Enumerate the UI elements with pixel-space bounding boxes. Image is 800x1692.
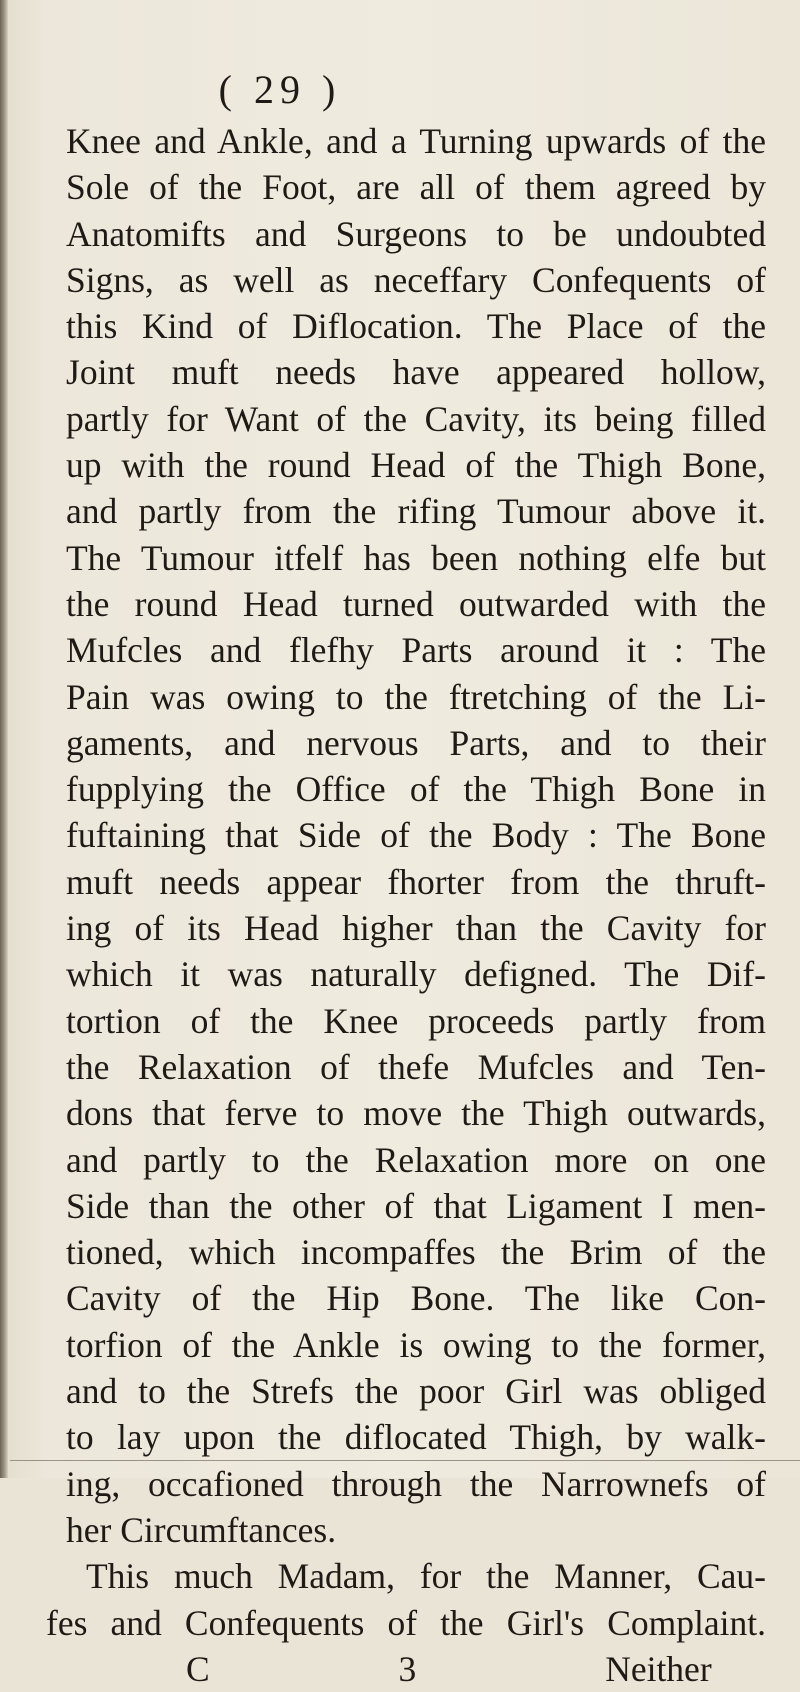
text-line: and partly from the rifing Tumour above it. — [66, 491, 766, 532]
text-line: her Circumftances. — [66, 1509, 337, 1550]
text-line: fupplying the Office of the Thigh Bone in — [66, 769, 766, 810]
text-line: the Relaxation of thefe Mufcles and Ten- — [66, 1046, 766, 1087]
text-line: fes and Confequents of the Girl's Complaint. — [46, 1602, 766, 1643]
text-line: tioned, which incompaffes the Brim of the — [66, 1232, 766, 1273]
text-line: the round Head turned outwarded with the — [66, 583, 766, 624]
text-line: partly for Want of the Cavity, its being filled — [66, 398, 766, 439]
text-line: Knee and Ankle, and a Turning upwards of the — [66, 121, 766, 161]
text-line: Signs, as well as neceffary Confequents of — [66, 259, 766, 300]
bottom-divider — [10, 1460, 800, 1461]
signature-mark: C 3 — [186, 1648, 417, 1689]
footer-line — [66, 1646, 766, 1692]
text-line: This much Madam, for the Manner, Cau- — [86, 1556, 766, 1597]
body-text — [46, 118, 766, 1692]
text-line: muft needs appear fhorter from the thruft- — [66, 861, 766, 902]
text-line: and partly to the Relaxation more on one — [66, 1139, 766, 1180]
text-line: Anatomifts and Surgeons to be undoubted — [66, 213, 766, 254]
text-line: which it was naturally defigned. The Dif- — [66, 954, 766, 995]
text-line: to lay upon the diflocated Thigh, by walk- — [66, 1417, 766, 1458]
text-line: The Tumour itfelf has been nothing elfe but — [66, 537, 766, 578]
text-line: tortion of the Knee proceeds partly from — [66, 1000, 766, 1041]
text-line: up with the round Head of the Thigh Bone, — [66, 445, 766, 486]
text-line: ing, occafioned through the Narrownefs of — [66, 1463, 766, 1504]
text-line: fuftaining that Side of the Body : The Bone — [66, 815, 766, 856]
text-line: torfion of the Ankle is owing to the former, — [66, 1324, 766, 1365]
text-line: ing of its Head higher than the Cavity for — [66, 908, 766, 949]
text-line: Sole of the Foot, are all of them agreed by — [66, 167, 766, 208]
page-number: ( 29 ) — [218, 67, 342, 112]
text-line: and to the Strefs the poor Girl was obliged — [66, 1371, 766, 1412]
text-line: Joint muft needs have appeared hollow, — [66, 352, 766, 393]
text-line: gaments, and nervous Parts, and to their — [66, 722, 766, 763]
text-line: Pain was owing to the ftretching of the Li- — [66, 676, 766, 717]
catchword: Neither — [605, 1648, 712, 1689]
text-line: Cavity of the Hip Bone. The like Con- — [66, 1278, 766, 1319]
page-gutter — [0, 0, 8, 1478]
text-line: Side than the other of that Ligament I men- — [66, 1185, 766, 1226]
text-line: this Kind of Diflocation. The Place of the — [66, 306, 766, 347]
text-line: dons that ferve to move the Thigh outwards, — [66, 1093, 766, 1134]
text-line: Mufcles and flefhy Parts around it : The — [66, 630, 766, 671]
